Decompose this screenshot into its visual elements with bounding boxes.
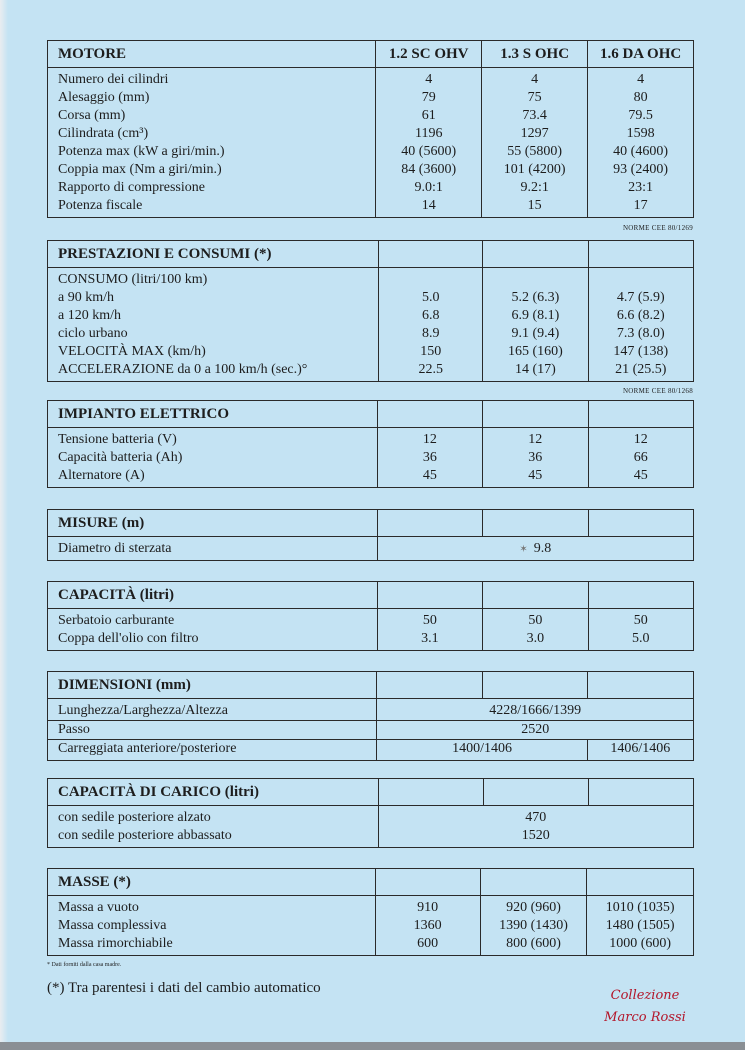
masses-labels <box>48 896 376 956</box>
masses-title: MASSE (*) <box>48 869 376 896</box>
engine-col-2 <box>482 68 588 218</box>
cell: 8.9 <box>421 326 440 341</box>
cell: 800 (600) <box>506 936 561 951</box>
cell: 6.6 (8.2) <box>616 308 665 323</box>
cell <box>483 271 587 289</box>
cell: 55 (5800) <box>507 144 563 159</box>
row-label: Rapporto di compressione <box>58 180 205 195</box>
performance-col-3 <box>588 268 693 382</box>
row-label: Tensione batteria (V) <box>58 432 177 447</box>
cell: 14 (17) <box>514 362 556 377</box>
cell: 6.8 <box>421 308 440 323</box>
cell: 1520 <box>521 828 550 843</box>
electrical-col-3 <box>588 428 693 488</box>
load-capacity-labels <box>48 806 379 848</box>
capacity-col-1 <box>377 609 482 651</box>
cell: 5.2 (6.3) <box>511 290 560 305</box>
measures-title: MISURE (m) <box>48 510 378 537</box>
cell: 1010 (1035) <box>605 900 675 915</box>
row-label: con sedile posteriore alzato <box>58 810 211 825</box>
col-header-3: 1.6 DA OHC <box>588 41 694 68</box>
signature-line-2: Marco Rossi <box>604 1010 686 1025</box>
measures-values <box>377 537 693 561</box>
measures-labels <box>48 537 378 561</box>
norm-note: NORME CEE 80/1268 <box>622 387 693 395</box>
cell: 6.9 (8.1) <box>511 308 560 323</box>
cell: 3.1 <box>421 631 439 646</box>
cell: 40 (5600) <box>401 144 457 159</box>
cell: 4 <box>637 72 645 87</box>
col-header-2: 1.3 S OHC <box>482 41 588 68</box>
cell: 1000 (600) <box>609 936 672 951</box>
cell: 1598 <box>626 126 655 141</box>
cell: 600 <box>417 936 439 951</box>
cell <box>379 271 482 289</box>
cell: 75 <box>527 90 542 105</box>
row-label: Capacità batteria (Ah) <box>58 450 183 465</box>
cell: 36 <box>422 450 437 465</box>
cell: 40 (4600) <box>613 144 668 159</box>
cell: 9.0:1 <box>414 180 443 195</box>
masses-col-1 <box>375 896 480 956</box>
cell: 7.3 (8.0) <box>616 326 665 341</box>
page-edge <box>0 0 8 1050</box>
source-note: * Dati forniti dalla casa madre. <box>47 962 122 968</box>
cell: 45 <box>422 468 437 483</box>
cell <box>589 271 693 289</box>
masses-table <box>47 868 694 956</box>
cell: 3.0 <box>526 631 545 646</box>
cell: 5.0 <box>632 631 650 646</box>
performance-table <box>47 240 694 382</box>
row-label: Diametro di sterzata <box>58 541 172 556</box>
capacity-col-3 <box>588 609 693 651</box>
cell: 66 <box>633 450 648 465</box>
row-label: VELOCITÀ MAX (km/h) <box>58 344 206 359</box>
cell: 22.5 <box>418 362 443 377</box>
cell: 17 <box>633 198 648 213</box>
cell: 4 <box>425 72 433 87</box>
cell: 50 <box>633 613 648 628</box>
row-label: Passo <box>48 721 377 740</box>
collection-signature <box>590 985 700 1029</box>
cell: 21 (25.5) <box>615 362 667 377</box>
row-label: Coppa dell'olio con filtro <box>58 631 199 646</box>
row-label: Serbatoio carburante <box>58 613 175 628</box>
measures-table <box>47 509 694 561</box>
cell: 79 <box>421 90 436 105</box>
cell: 61 <box>421 108 436 123</box>
cell: 50 <box>422 613 437 628</box>
performance-labels <box>48 268 379 382</box>
load-capacity-table <box>47 778 694 848</box>
row-label: con sedile posteriore abbassato <box>58 828 232 843</box>
capacity-col-2 <box>483 609 588 651</box>
cell: 1406/1406 <box>587 740 693 761</box>
cell: 101 (4200) <box>503 162 566 177</box>
norm-note: NORME CEE 80/1269 <box>622 224 693 232</box>
cell: 73.4 <box>522 108 547 123</box>
row-label: CONSUMO (litri/100 km) <box>58 272 208 287</box>
cell: 36 <box>528 450 543 465</box>
masses-col-2 <box>480 896 587 956</box>
load-capacity-values <box>378 806 693 848</box>
cell: 1297 <box>520 126 549 141</box>
electrical-labels <box>48 428 378 488</box>
load-capacity-title: CAPACITÀ DI CARICO (litri) <box>48 779 379 806</box>
row-label: Alternatore (A) <box>58 468 145 483</box>
performance-title: PRESTAZIONI E CONSUMI (*) <box>48 241 379 268</box>
cell: 14 <box>421 198 436 213</box>
electrical-title: IMPIANTO ELETTRICO <box>48 401 378 428</box>
cell: 12 <box>633 432 648 447</box>
dimensions-title: DIMENSIONI (mm) <box>48 672 377 699</box>
cell: 4.7 (5.9) <box>616 290 665 305</box>
row-label: Massa rimorchiabile <box>58 936 173 951</box>
row-label: Potenza max (kW a giri/min.) <box>58 144 225 159</box>
row-label: a 90 km/h <box>58 290 114 305</box>
cell: 920 (960) <box>506 900 561 915</box>
cell: 23:1 <box>628 180 654 195</box>
engine-col-1 <box>376 68 482 218</box>
row-label: Cilindrata (cm³) <box>58 126 149 141</box>
row-label: Carreggiata anteriore/posteriore <box>48 740 377 761</box>
cell: 5.0 <box>421 290 440 305</box>
cell: 45 <box>528 468 543 483</box>
row-label: Massa a vuoto <box>58 900 139 915</box>
cell: 2520 <box>377 721 694 740</box>
cell: 1480 (1505) <box>605 918 675 933</box>
cell: 45 <box>633 468 648 483</box>
stray-mark: ✶ <box>519 544 528 555</box>
row-label: ACCELERAZIONE da 0 a 100 km/h (sec.)° <box>58 362 308 377</box>
cell: 15 <box>527 198 542 213</box>
cell: 12 <box>528 432 543 447</box>
cell: 1400/1406 <box>377 740 587 761</box>
row-label: a 120 km/h <box>58 308 121 323</box>
engine-title: MOTORE <box>48 41 376 68</box>
capacity-labels <box>48 609 378 651</box>
automatic-gearbox-note: (*) Tra parentesi i dati del cambio automatico <box>47 980 321 996</box>
engine-col-3 <box>588 68 694 218</box>
row-label: Potenza fiscale <box>58 198 143 213</box>
row-label: Numero dei cilindri <box>58 72 169 87</box>
engine-labels <box>48 68 376 218</box>
electrical-col-1 <box>377 428 482 488</box>
cell: 84 (3600) <box>401 162 457 177</box>
row-label: Coppia max (Nm a giri/min.) <box>58 162 222 177</box>
cell: 50 <box>528 613 543 628</box>
row-label: Massa complessiva <box>58 918 167 933</box>
cell: 12 <box>422 432 437 447</box>
row-label: Lunghezza/Larghezza/Altezza <box>48 699 377 721</box>
masses-col-3 <box>587 896 694 956</box>
cell: 93 (2400) <box>613 162 668 177</box>
row-label: Corsa (mm) <box>58 108 126 123</box>
row-label: Alesaggio (mm) <box>58 90 150 105</box>
cell: 9.2:1 <box>520 180 549 195</box>
cell: 1390 (1430) <box>499 918 568 933</box>
electrical-col-2 <box>483 428 588 488</box>
cell: 910 <box>417 900 439 915</box>
cell: 150 <box>420 344 442 359</box>
row-label: ciclo urbano <box>58 326 128 341</box>
cell: 165 (160) <box>507 344 563 359</box>
capacity-title: CAPACITÀ (litri) <box>48 582 378 609</box>
performance-col-1 <box>379 268 483 382</box>
cell: 9.1 (9.4) <box>511 326 560 341</box>
cell: ✶ 9.8 <box>519 541 552 556</box>
page-edge <box>0 1042 745 1050</box>
performance-col-2 <box>483 268 588 382</box>
cell: 470 <box>525 810 547 825</box>
engine-table <box>47 40 694 218</box>
cell: 147 (138) <box>613 344 669 359</box>
cell: 4228/1666/1399 <box>377 699 694 721</box>
capacity-table <box>47 581 694 651</box>
cell: 79.5 <box>628 108 653 123</box>
cell: 4 <box>531 72 539 87</box>
signature-line-1: Collezione <box>610 988 680 1003</box>
col-header-1: 1.2 SC OHV <box>376 41 482 68</box>
dimensions-table <box>47 671 694 761</box>
electrical-table <box>47 400 694 488</box>
cell: 1196 <box>414 126 443 141</box>
cell: 80 <box>633 90 648 105</box>
cell: 1360 <box>413 918 442 933</box>
